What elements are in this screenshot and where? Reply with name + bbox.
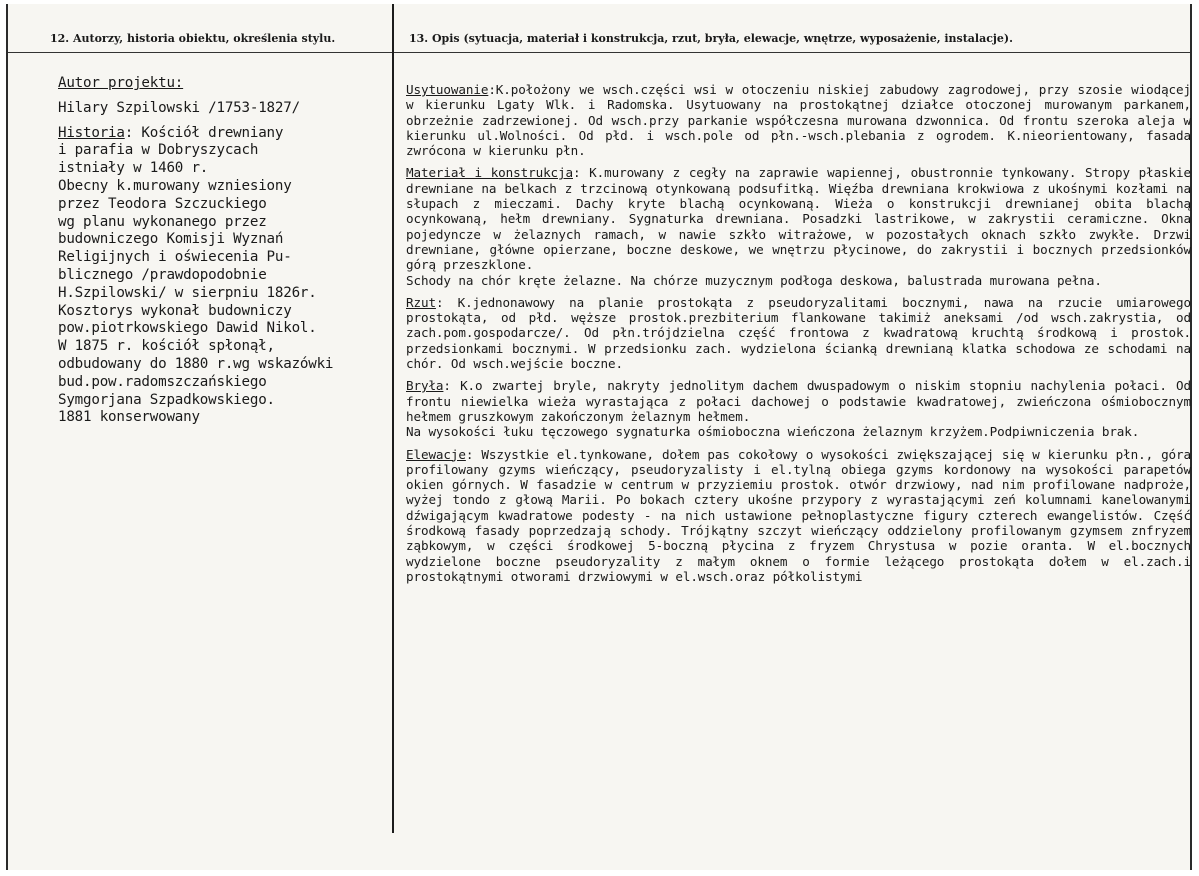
section-body	[406, 378, 1191, 439]
right-column-header: 13. Opis (sytuacja, materiał i konstrukcja, rzut, bryła, elewacje, wnętrze, wyposażenie, instalacje).	[409, 32, 1013, 45]
history-line: Kosztorys wykonał budowniczy	[58, 302, 292, 319]
author-name: Hilary Szpilowski /1753-1827/	[58, 99, 300, 116]
history-line: blicznego /prawdopodobnie	[58, 266, 267, 283]
section-label: Elewacje	[406, 446, 466, 462]
section-label: Bryła	[406, 378, 444, 394]
section-paragraph	[406, 378, 1191, 424]
history-line: pow.piotrkowskiego Dawid Nikol.	[58, 320, 317, 337]
history-first-line	[58, 125, 388, 143]
history-first-text: : Kościół drewniany	[124, 124, 284, 141]
section-label: Rzut	[406, 294, 436, 310]
section-paragraph	[406, 165, 1191, 272]
inventory-card	[6, 4, 1192, 870]
section-paragraph	[406, 447, 1191, 585]
authors-history-column	[58, 75, 388, 427]
section-text: : K.jednonawowy na planie prostokąta z pseudoryzalitami bocznymi, nawa na rzucie umiarowego prostokąta, od płd. węższe prostok.prezbiterium flankowane takimiż aneksami /od wsch.zakrystia, od zach.pom.gospodarcze/. Od płn.trójdzielna część frontowa z kwadratową kruchtą środkową i prostok. przedsionkami bocznymi. W przedsionku zach. wydzielona ścianką drewnianą klatka schodowa ze schodami na chór. Od wsch.wejście boczne.	[406, 294, 1191, 372]
column-divider	[392, 4, 394, 833]
section-label: Materiał i konstrukcja	[406, 165, 573, 181]
section-extra: Schody na chór kręte żelazne. Na chórze muzycznym podłoga deskowa, balustrada murowana pełna.	[406, 272, 1102, 288]
history-line: Religijnych i oświecenia Pu-	[58, 249, 292, 266]
author-label: Autor projektu:	[58, 75, 184, 91]
history-line: budowniczego Komisji Wyznań	[58, 231, 284, 248]
section-paragraph	[406, 82, 1191, 158]
history-line: odbudowany do 1880 r.wg wskazówki	[58, 355, 334, 372]
section-material	[406, 165, 1191, 287]
section-text: : K.o zwartej bryle, nakryty jednolitym dachem dwuspadowym o niskim stopniu nachylenia połaci. Od frontu niewielka wieża wyrastająca z połaci dachowej o podstawie kwadratowej, zwieńczona ośmiobocznym hełmem gruszkowym zakończonym żelaznym hełmem.	[406, 378, 1191, 424]
history-line: przez Teodora Szczuckiego	[58, 195, 267, 212]
history-line: i parafia w Dobryszycach	[58, 142, 259, 159]
history-line: wg planu wykonanego przez	[58, 213, 267, 230]
history-label: Historia	[58, 124, 125, 141]
section-label: Usytuowanie	[406, 82, 489, 97]
history-line: bud.pow.radomszczańskiego	[58, 373, 267, 390]
description-column	[406, 82, 1191, 591]
history-line: Symgorjana Szpadkowskiego.	[58, 391, 275, 408]
history-line: H.Szpilowski/ w sierpniu 1826r.	[58, 284, 317, 301]
history-line: istniały w 1460 r.	[58, 160, 209, 177]
header-rule	[8, 52, 1190, 53]
section-text: :K.położony we wsch.części wsi w otoczeniu niskiej zabudowy zagrodowej, przy szosie wiodącej w kierunku Lgaty Wlk. i Radomska. Usytuowany na prostokątnej działce otoczonej murowanym parkanem, obrzeżnie zadrzewionej. Od wsch.przy parkanie współczesna murowana dzwonnica. Od frontu szeroka aleja w kierunku ul.Wolności. Od płd. i wsch.pole od płn.-wsch.plebania z ogrodem. K.nieorientowany, fasada zwrócona w kierunku płn.	[406, 82, 1191, 159]
section-extra: Na wysokości łuku tęczowego sygnaturka ośmioboczna wieńczona żelaznym krzyżem.Podpiwniczenia brak.	[406, 424, 1140, 440]
history-line: 1881 konserwowany	[58, 409, 200, 426]
left-column-header: 12. Autorzy, historia obiektu, określenia stylu.	[50, 32, 336, 45]
history-line: Obecny k.murowany wzniesiony	[58, 177, 292, 194]
history-line: W 1875 r. kościół spłonął,	[58, 338, 275, 355]
section-paragraph	[406, 295, 1191, 371]
section-elevations	[406, 447, 1191, 585]
section-plan	[406, 295, 1191, 371]
section-text: : K.murowany z cegły na zaprawie wapiennej, obustronnie tynkowany. Stropy płaskie drewniane na belkach z trzcinową otynkowaną podsufitką. Więźba drewniana krokwiowa z ukośnymi kozłami na słupach z mieczami. Dachy kryte blachą ocynkowaną. Wieża o konstrukcji drewnianej obita blachą ocynkowaną, hełm drewniany. Sygnaturka drewniana. Posadzki lastrikowe, w zakrystii ceramiczne. Okna pojedyncze w żelaznych ramach, w nawie szkło witrażowe, w pozostałych oknach szkło zwykłe. Drzwi drewniane, główne opierzane, boczne deskowe, we wnętrzu płycinowe, do zakrystii i bocznych przedsionków górą przeszklone.	[406, 165, 1191, 273]
section-location	[406, 82, 1191, 158]
section-text: : Wszystkie el.tynkowane, dołem pas cokołowy o wysokości zwiększającej się w kierunku płn., góra profilowany gzyms wieńczący, pseudoryzalisty i el.tylną obiega gzyms kordonowy na wysokości parapetów okien górnych. W fasadzie w centrum w przyziemiu prostok. otwór drzwiowy, nad nim profilowane nadproże, wyżej tondo z głową Marii. Po bokach cztery ukośne przypory z wyrastającymi zeń kolumnami kanelowanymi dźwigającym kwadratowe podesty - na nich ustawione pełnoplastyczne figury czterech ewangelistów. Część środkową fasady poprzedzają schody. Trójkątny szczyt wieńczący oddzielony profilowanym gzymsem znfryzem ząbkowym, w części środkowej 5-boczną płycina z fryzem Chrystusa w pozie oranta. W el.bocznych wydzielone boczne pseudoryzality z małym oknem o formie leżącego prostokąta dołem w el.zach.i prostokątnymi otworami drzwiowymi w el.wsch.oraz półkolistymi	[406, 446, 1191, 584]
